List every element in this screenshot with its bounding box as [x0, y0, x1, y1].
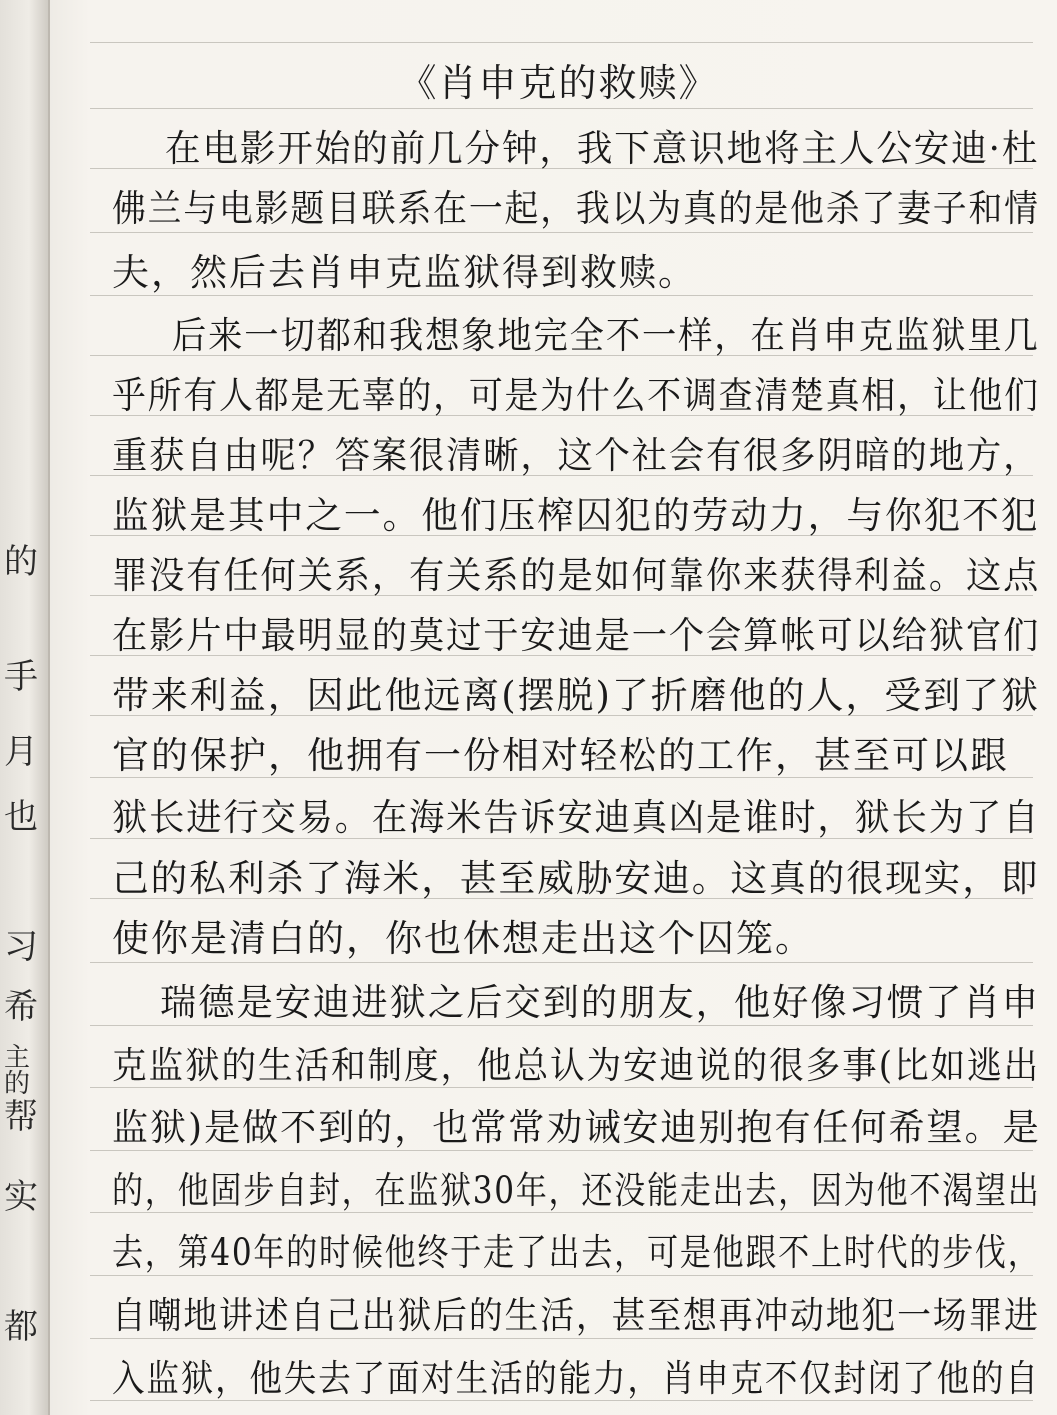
essay-title: 《肖申克的救赎》 — [398, 61, 719, 105]
text-line: 监狱)是做不到的，也常常劝诫安迪别抱有任何希望。是 — [112, 1106, 1041, 1149]
ruled-line — [90, 108, 1033, 109]
text-line: 乎所有人都是无辜的，可是为什么不调查清楚真相，让他们 — [112, 374, 1040, 417]
ruled-line — [90, 232, 1033, 233]
text-line: 佛兰与电影题目联系在一起，我以为真的是他杀了妻子和情 — [112, 187, 1040, 230]
text-line: 去，第40年的时候他终于走了出去，可是他跟不上时代的步伐， — [112, 1231, 1041, 1274]
text-line: 狱长进行交易。在海米告诉安迪真凶是谁时，狱长为了自 — [112, 796, 1041, 839]
left-page-fragment: 帮 — [4, 1097, 38, 1137]
left-page-fragment: 实 — [4, 1177, 38, 1217]
left-page-fragment: 的 — [4, 542, 38, 582]
text-line: 自嘲地讲述自己出狱后的生活，甚至想再冲动地犯一场罪进 — [112, 1294, 1040, 1337]
text-line: 重获自由呢？答案很清晰，这个社会有很多阴暗的地方， — [112, 434, 1041, 477]
text-line: 夫，然后去肖申克监狱得到救赎。 — [112, 251, 697, 294]
left-page-fragment: 也 — [4, 797, 38, 837]
text-line: 克监狱的生活和制度，他总认为安迪说的很多事(比如逃出 — [112, 1044, 1040, 1087]
ruled-line — [90, 42, 1033, 43]
text-line: 官的保护，他拥有一份相对轻松的工作，甚至可以跟 — [112, 734, 1009, 777]
text-line: 己的私利杀了海米，甚至威胁安迪。这真的很现实，即 — [112, 857, 1040, 900]
left-page-edge — [0, 0, 50, 1415]
text-line: 的，他固步自封，在监狱30年，还没能走出去，因为他不渴望出 — [112, 1169, 1041, 1212]
text-line: 罪没有任何关系，有关系的是如何靠你来获得利益。这点 — [112, 554, 1041, 597]
text-line: 入监狱，他失去了面对生活的能力，肖申克不仅封闭了他的自 — [112, 1357, 1040, 1400]
left-page-fragment: 习 — [4, 927, 38, 967]
left-page-fragment: 手 — [4, 657, 38, 697]
text-line: 监狱是其中之一。他们压榨囚犯的劳动力，与你犯不犯 — [112, 494, 1040, 537]
text-line: 使你是清白的，你也休想走出这个囚笼。 — [112, 917, 814, 960]
left-page-fragment: 希 — [4, 987, 38, 1027]
text-line: 瑞德是安迪进狱之后交到的朋友，他好像习惯了肖申 — [160, 981, 1040, 1024]
left-page-fragment: 都 — [4, 1307, 38, 1347]
left-page-fragment: 月 — [4, 732, 38, 772]
left-page-fragment: 主的 — [4, 1043, 31, 1099]
text-line: 在影片中最明显的莫过于安迪是一个会算帐可以给狱官们 — [112, 614, 1041, 657]
text-line: 后来一切都和我想象地完全不一样，在肖申克监狱里几 — [172, 314, 1040, 357]
text-line: 在电影开始的前几分钟，我下意识地将主人公安迪·杜 — [165, 127, 1040, 170]
ruled-line — [90, 962, 1033, 963]
text-line: 带来利益，因此他远离(摆脱)了折磨他的人，受到了狱 — [112, 674, 1041, 717]
